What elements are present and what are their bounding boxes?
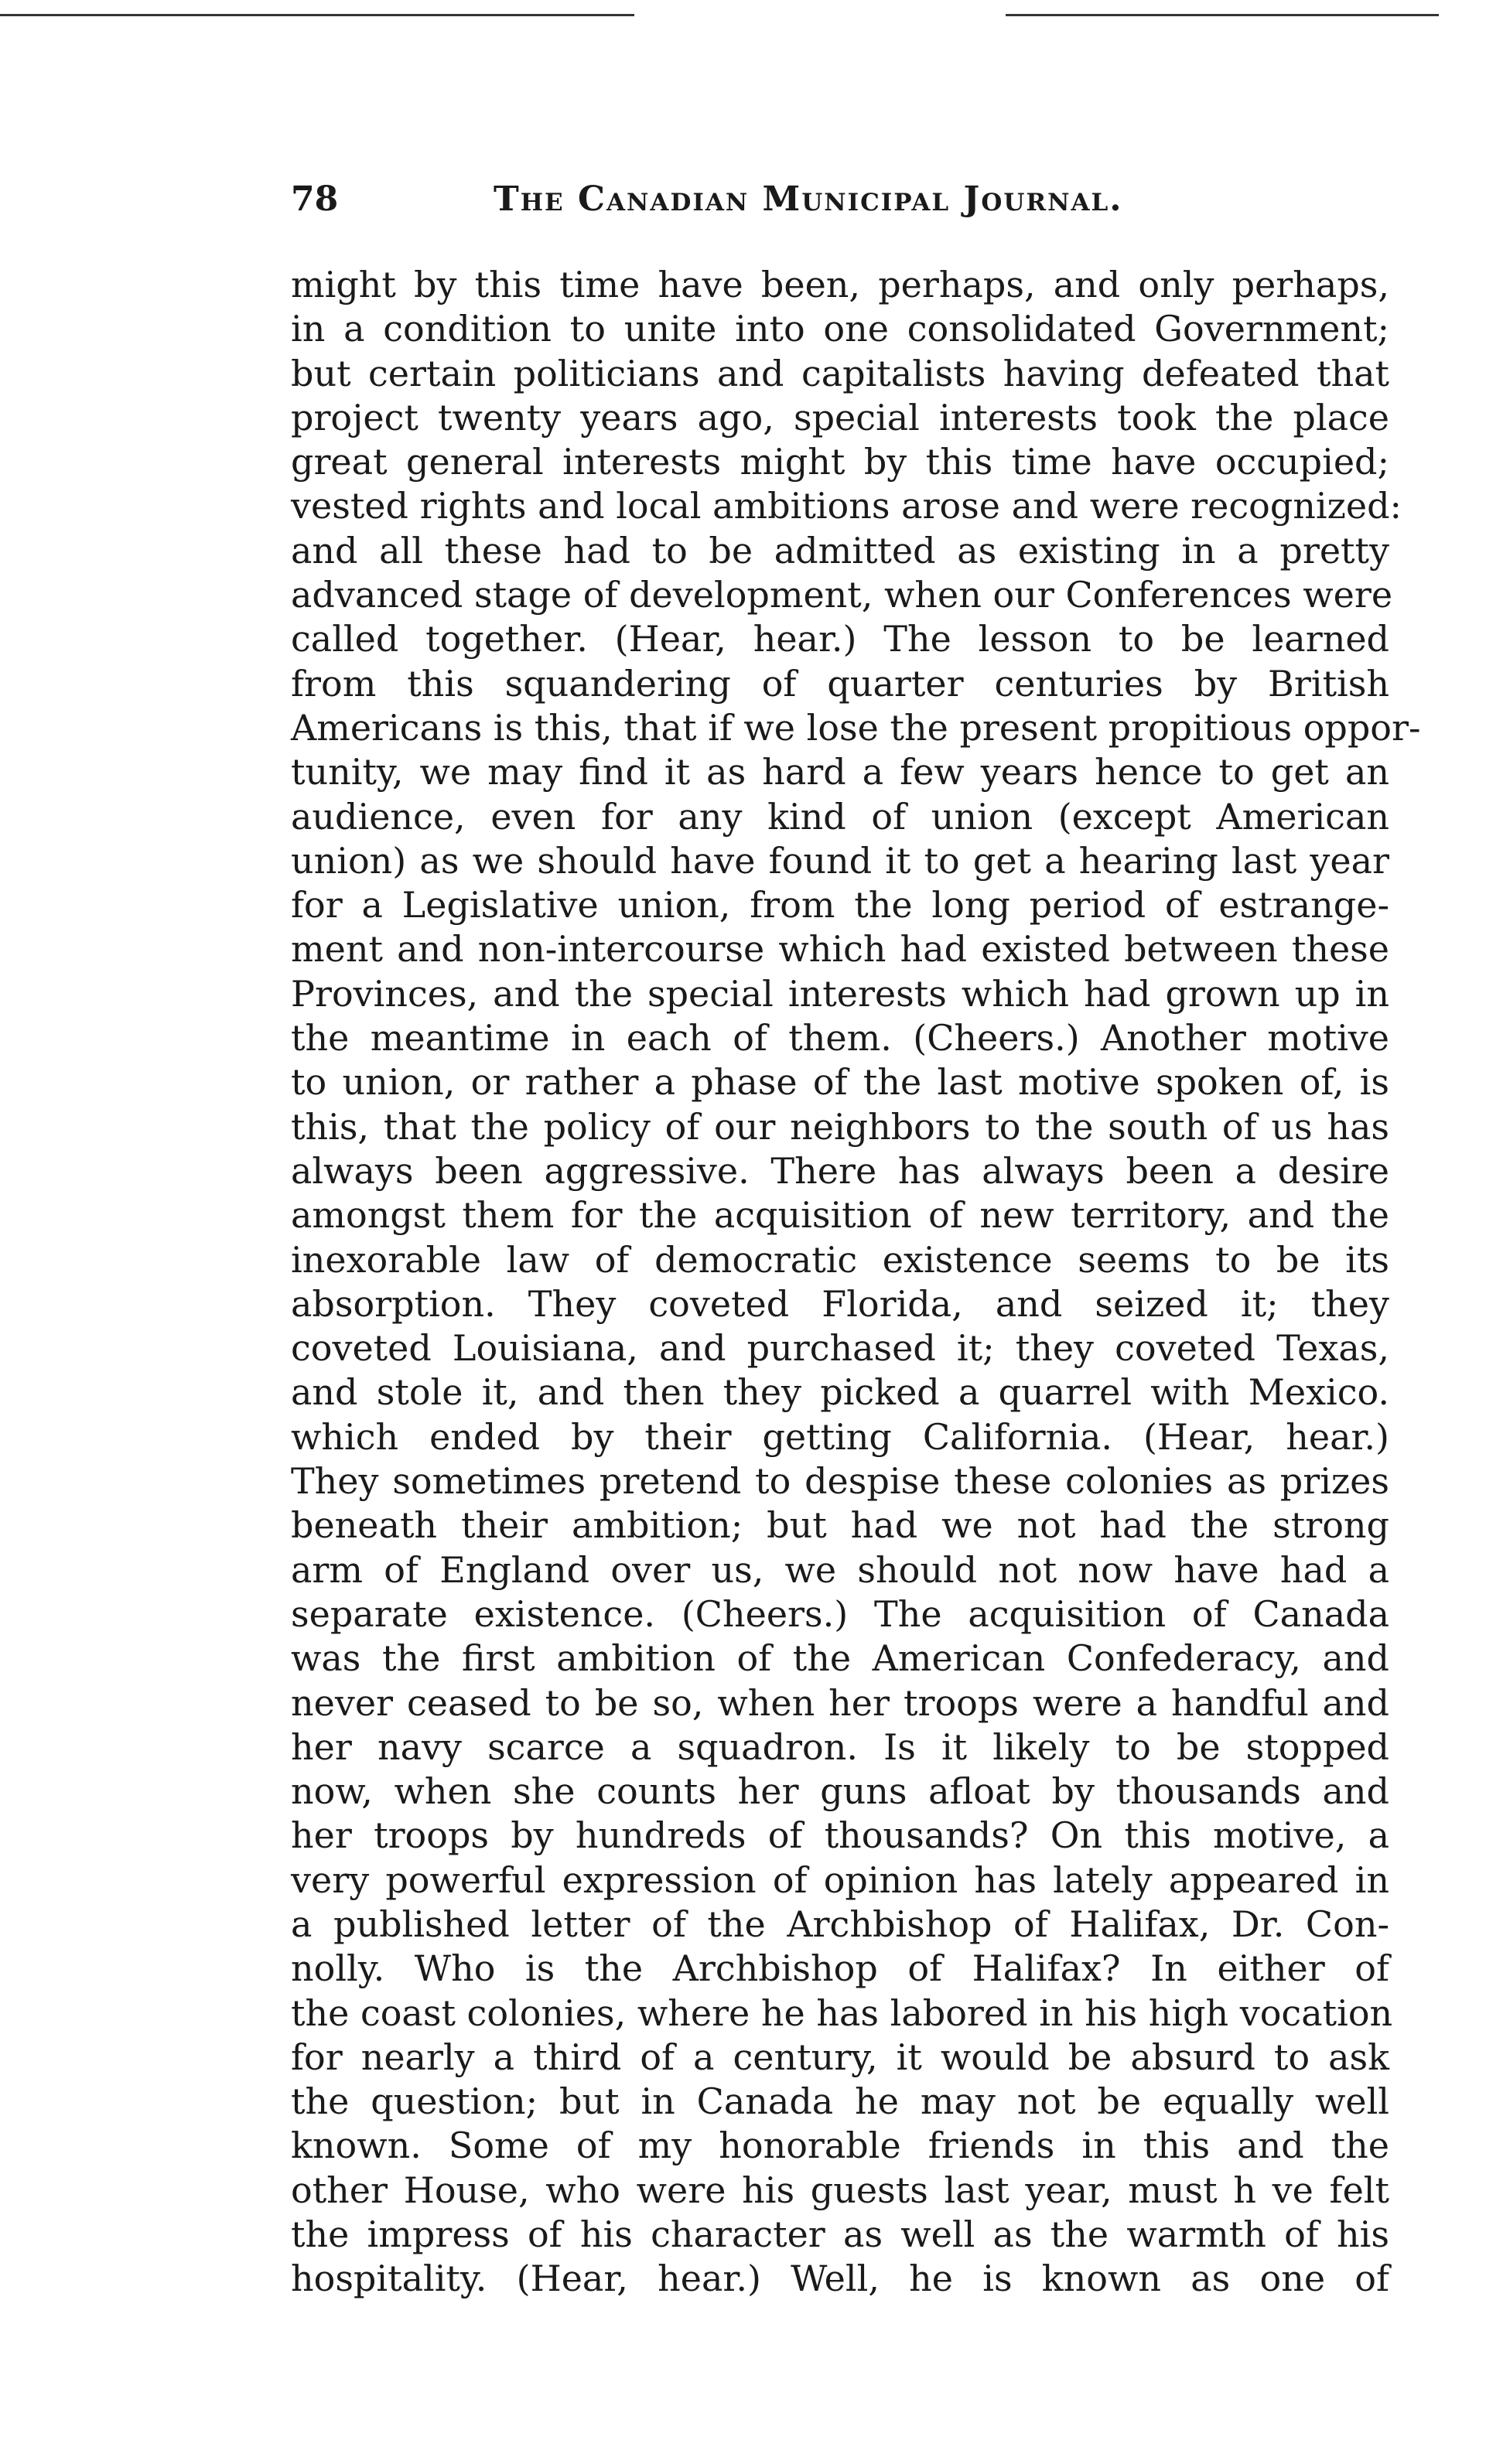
- text-line: her navy scarce a squadron. Is it likely to be stopped: [291, 1725, 1389, 1768]
- text-line: her troops by hundreds of thousands? On this motive, a: [291, 1814, 1389, 1857]
- text-line: nolly. Who is the Archbishop of Halifax? In either of: [291, 1947, 1389, 1990]
- text-line: advanced stage of development, when our Conferences were: [291, 574, 1393, 616]
- running-head: The Canadian Municipal Journal.: [494, 179, 1123, 219]
- text-line: tunity, we may find it as hard a few years hence to get an: [291, 751, 1389, 793]
- text-line: for a Legislative union, from the long period of estrange-: [291, 884, 1389, 927]
- text-line: known. Some of my honorable friends in this and the: [291, 2124, 1389, 2167]
- text-line: now, when she counts her guns afloat by thousands and: [291, 1770, 1389, 1813]
- text-line: was the first ambition of the American Confederacy, and: [291, 1637, 1389, 1680]
- text-line: beneath their ambition; but had we not had the strong: [291, 1504, 1389, 1547]
- body-text: [291, 263, 1421, 2302]
- text-line: never ceased to be so, when her troops were a handful and: [291, 1681, 1389, 1724]
- text-line: hospitality. (Hear, hear.) Well, he is known as one of: [291, 2258, 1389, 2300]
- text-line: always been aggressive. There has always been a desire: [291, 1149, 1389, 1192]
- text-line: and all these had to be admitted as existing in a pretty: [291, 529, 1389, 572]
- top-rule-left: [0, 14, 634, 16]
- text-line: inexorable law of democratic existence seems to be its: [291, 1238, 1389, 1281]
- text-line: might by this time have been, perhaps, and only perhaps,: [291, 264, 1389, 305]
- text-line: arm of England over us, we should not now have had a: [291, 1548, 1389, 1591]
- text-line: project twenty years ago, special interests took the place: [291, 396, 1389, 439]
- text-line: coveted Louisiana, and purchased it; they coveted Texas,: [291, 1327, 1389, 1370]
- page-number: 78: [291, 179, 339, 219]
- page-header: [291, 179, 1227, 226]
- text-line: audience, even for any kind of union (except American: [291, 795, 1389, 838]
- text-line: the impress of his character as well as the warmth of his: [291, 2213, 1389, 2256]
- text-line: ment and non-intercourse which had existed between these: [291, 928, 1389, 971]
- text-line: the meantime in each of them. (Cheers.) Another motive: [291, 1017, 1389, 1060]
- text-line: but certain politicians and capitalists having defeated that: [291, 352, 1389, 394]
- text-line: this, that the policy of our neighbors to the south of us has: [291, 1105, 1389, 1148]
- text-line: union) as we should have found it to get a hearing last year: [291, 839, 1389, 882]
- top-rule-right: [1006, 14, 1439, 16]
- text-line: other House, who were his guests last year, must h ve felt: [291, 2169, 1389, 2211]
- text-line: separate existence. (Cheers.) The acquisition of Canada: [291, 1592, 1389, 1635]
- text-line: great general interests might by this time have occupied;: [291, 441, 1389, 483]
- text-line: very powerful expression of opinion has lately appeared in: [291, 1858, 1389, 1901]
- text-line: Americans is this, that if we lose the present propitious oppor-: [291, 706, 1421, 749]
- text-line: for nearly a third of a century, it would be absurd to ask: [291, 2036, 1389, 2078]
- text-line: to union, or rather a phase of the last motive spoken of, is: [291, 1061, 1389, 1104]
- text-line: which ended by their getting California. (Hear, hear.): [291, 1415, 1389, 1458]
- text-line: a published letter of the Archbishop of Halifax, Dr. Con-: [291, 1903, 1389, 1945]
- text-line: in a condition to unite into one consolidated Government;: [291, 308, 1389, 350]
- text-line: absorption. They coveted Florida, and seized it; they: [291, 1282, 1389, 1325]
- text-line: and stole it, and then they picked a quarrel with Mexico.: [291, 1371, 1389, 1414]
- text-line: called together. (Hear, hear.) The lesson to be learned: [291, 618, 1389, 660]
- text-line: amongst them for the acquisition of new territory, and the: [291, 1194, 1389, 1237]
- text-line: from this squandering of quarter centuries by British: [291, 662, 1389, 705]
- text-line: the question; but in Canada he may not be equally well: [291, 2080, 1389, 2123]
- text-line: They sometimes pretend to despise these colonies as prizes: [291, 1460, 1389, 1503]
- text-line: the coast colonies, where he has labored in his high vocation: [291, 1991, 1393, 2034]
- text-line: vested rights and local ambitions arose and were recognized:: [291, 485, 1402, 527]
- text-line: Provinces, and the special interests which had grown up in: [291, 972, 1389, 1015]
